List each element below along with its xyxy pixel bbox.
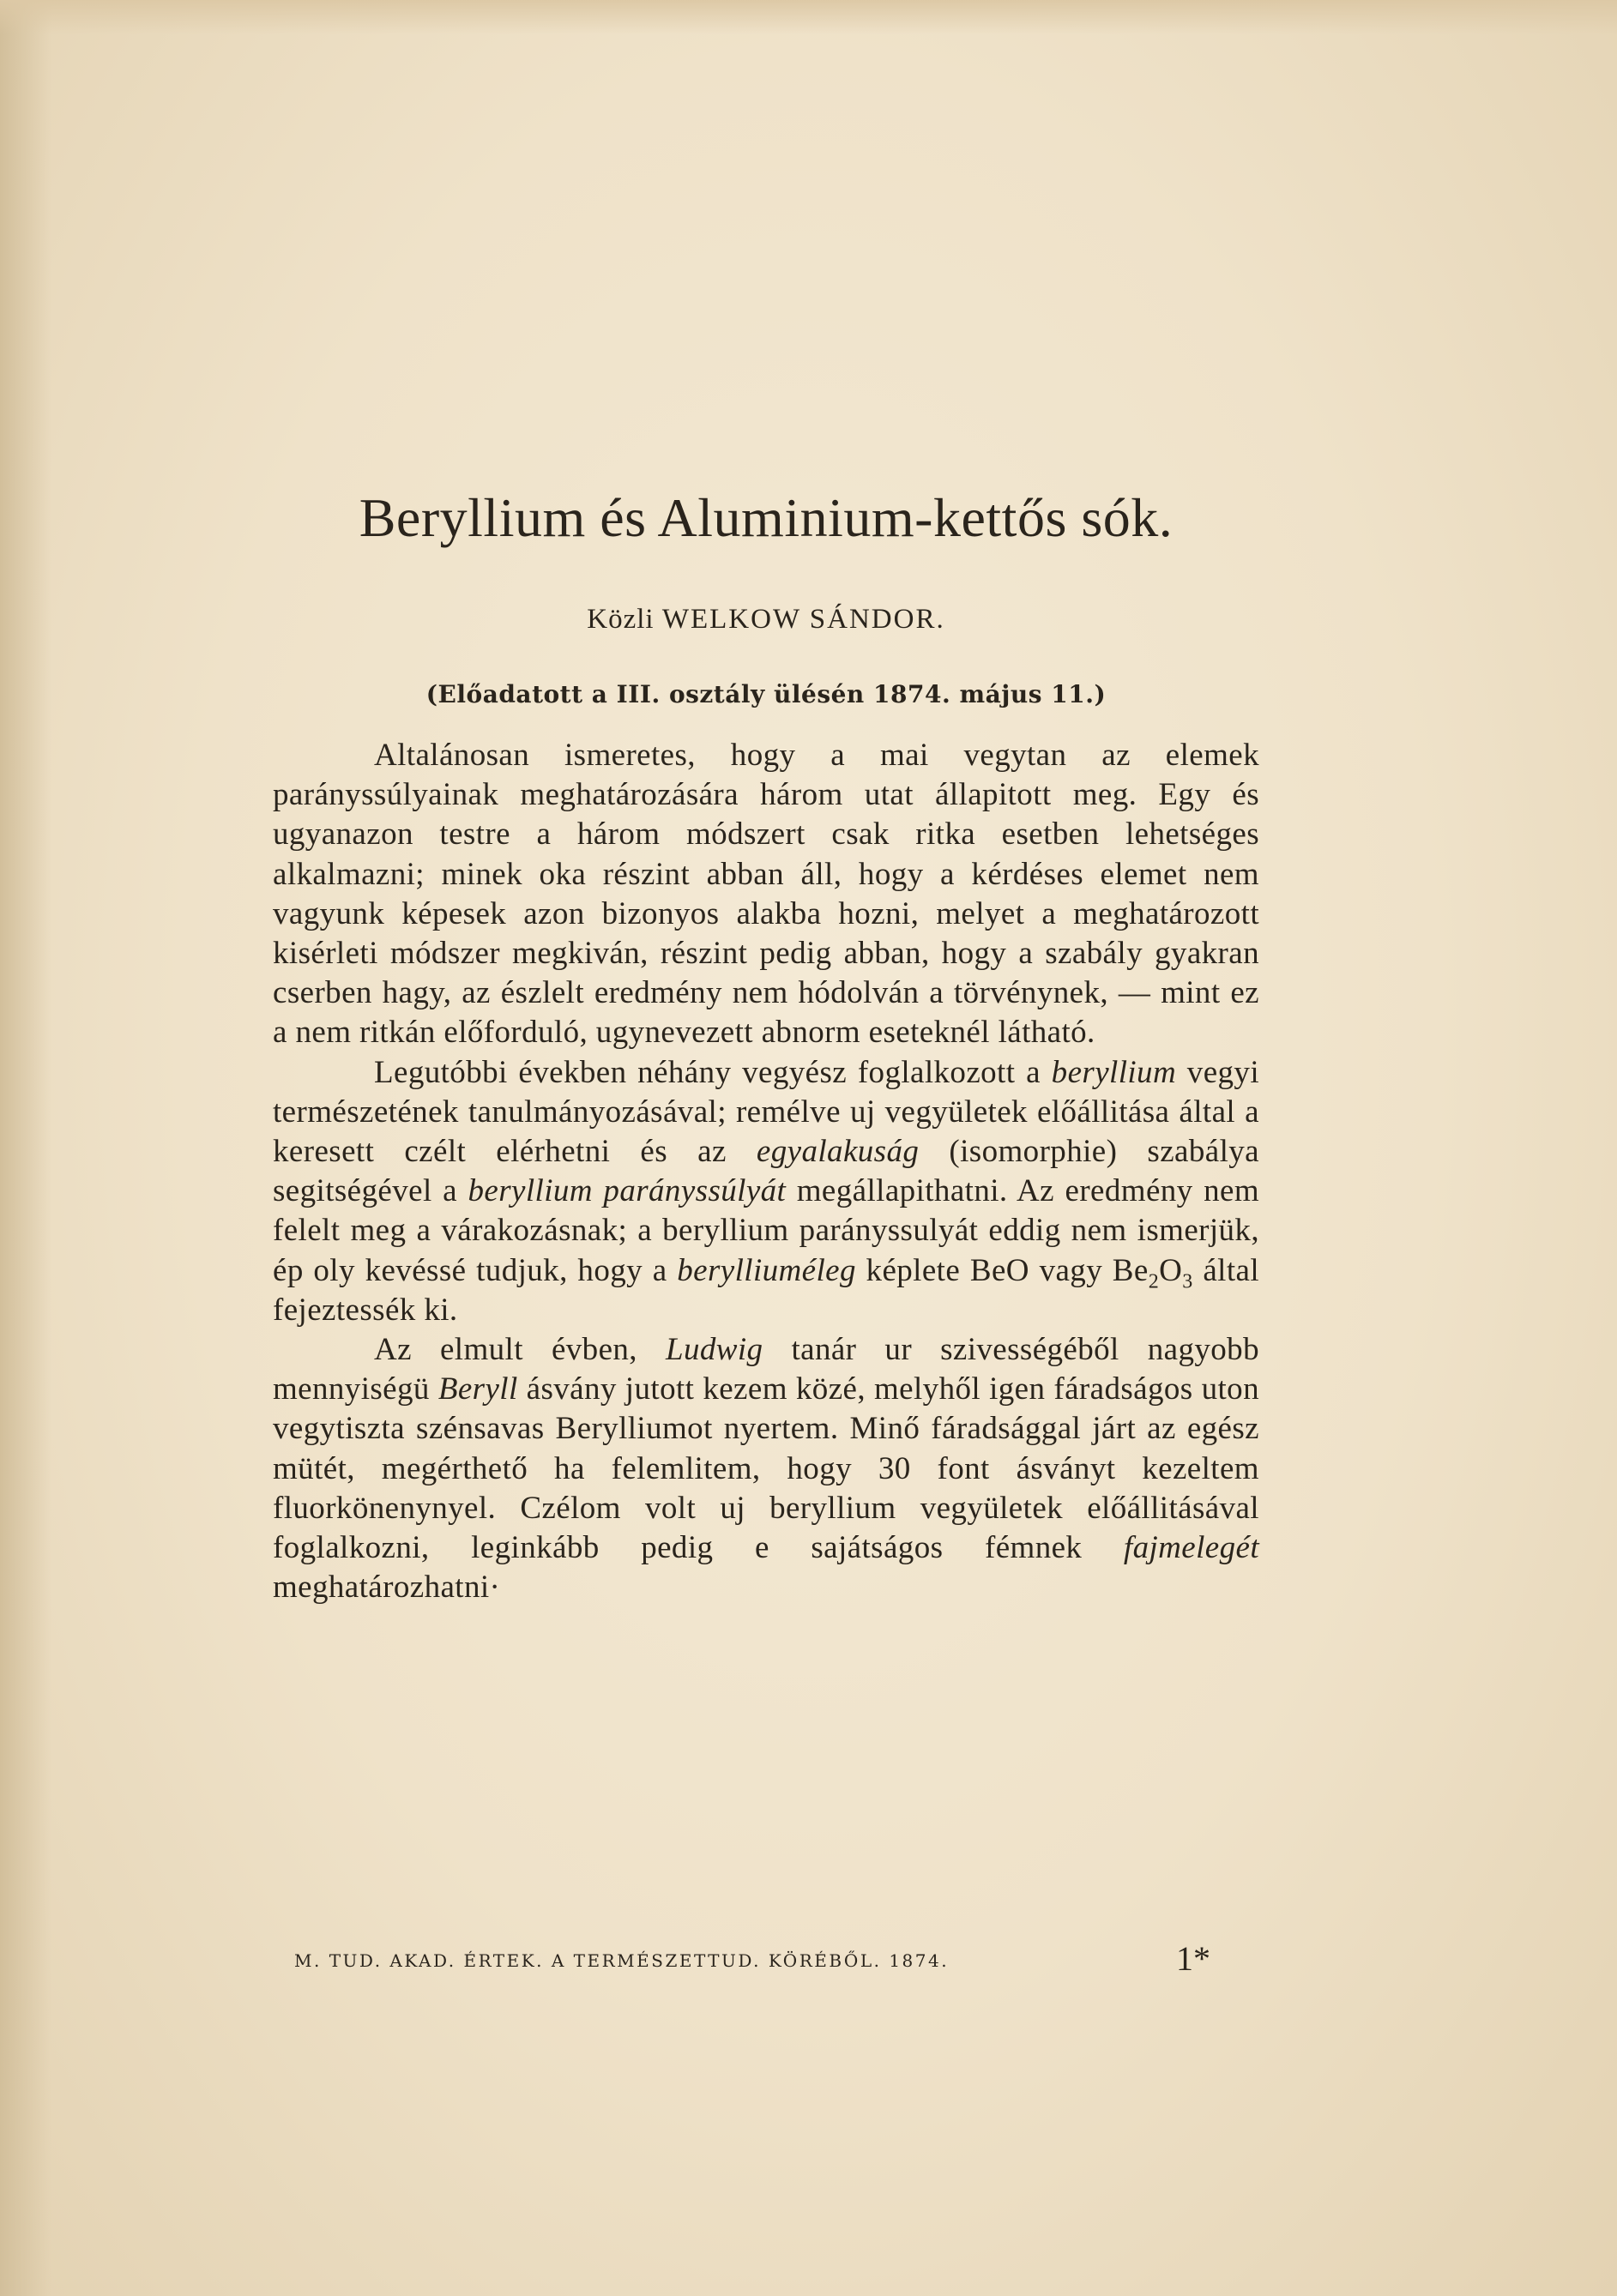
paragraph-3-text-1: Az elmult évben,: [374, 1332, 666, 1368]
formula-subscript-2: 2: [1148, 1270, 1160, 1293]
paragraph-2-text-2: vegyi természetének tanulmányozásával; remélve uj vegyületek előállitása által a keresett czélt elérhetni és az: [273, 1054, 1259, 1170]
article-body: [273, 480, 1259, 1607]
paragraph-2-text-1: Legutóbbi években néhány vegyész foglalkozott a: [374, 1054, 1052, 1090]
page-edge-shadow-top: [0, 0, 1617, 34]
paragraph-3-text-3: ásvány jutott kezem közé, melyhől igen fáradságos uton vegytiszta szénsavas Berylliumot nyertem. Minő fáradsággal járt az egész mütét, megérthető ha felemlitem, hogy 30 font ásványt kezeltem fluorkönenynyel. Czélom volt uj beryllium vegyületek előállitásával foglalkozni, leginkább pedig e sajátságos fémnek: [273, 1371, 1259, 1566]
footer-citation: M. TUD. AKAD. ÉRTEK. A TERMÉSZETTUD. KÖRÉBŐL. 1874.: [294, 1950, 950, 1971]
paragraph-2-text-7: által fejeztessék ki.: [273, 1252, 1260, 1328]
paragraph-3-italic-fajmeleget: fajmelegét: [1123, 1530, 1259, 1566]
page-edge-shadow-left: [0, 0, 51, 2296]
paragraph-2-text-3: (isomorphie) szabálya segitségével a: [273, 1134, 1259, 1209]
author-prefix: Közli: [587, 604, 655, 635]
paragraph-3-text-2: tanár ur szivességéből nagyobb mennyiségü: [273, 1332, 1259, 1407]
paragraph-1: Altalánosan ismeretes, hogy a mai vegytan az elemek parányssúlyainak meghatározására három utat állapitott meg. Egy és ugyanazon testre a három módszert csak ritka esetben lehetséges alkalmazni; minek oka részint abban áll, hogy a kérdéses elemet nem vagyunk képesek azon bizonyos alakba hozni, melyet a meghatározott kisérleti módszer megkiván, részint pedig abban, hogy a szabály gyakran cserben hagy, az észlelt eredmény nem hódolván a törvénynek, — mint ez a nem ritkán előforduló, ugynevezett abnorm eseteknél látható.: [273, 738, 1259, 1051]
paragraph-3-italic-beryll: Beryll: [437, 1371, 518, 1407]
formula-subscript-3: 3: [1182, 1270, 1193, 1293]
paragraph-2-italic-beryllium: beryllium: [1051, 1054, 1177, 1090]
author-name: WELKOW SÁNDOR.: [661, 604, 945, 635]
paragraph-3-italic-ludwig: Ludwig: [665, 1332, 763, 1368]
paragraph-3: [273, 1330, 1259, 1607]
paragraph-2-text-6: O: [1159, 1252, 1183, 1288]
author-line: [273, 600, 1259, 638]
presentation-note: (Előadatott a III. osztály ülésén 1874. május 11.): [425, 680, 1107, 708]
paragraph-2-italic-egyalakusag: egyalakuság: [756, 1134, 920, 1170]
paragraph-2-italic-berylliumeleg: berylliuméleg: [677, 1252, 856, 1288]
article-title: Beryllium és Aluminium-kettős sók.: [359, 487, 1174, 548]
paragraph-2-text-5: képlete BeO vagy Be: [855, 1252, 1149, 1288]
paragraph-2: [273, 1053, 1259, 1330]
paragraph-2-italic-parany: beryllium parányssúlyát: [468, 1173, 787, 1209]
signature-mark: 1*: [1176, 1939, 1210, 1978]
paragraph-3-text-4: meghatározhatni·: [273, 1570, 501, 1606]
paragraph-2-text-4: megállapithatni. Az eredmény nem felelt meg a várakozásnak; a beryllium parányssulyát eddig nem ismerjük, ép oly kevéssé tudjuk, hogy a: [273, 1173, 1259, 1288]
